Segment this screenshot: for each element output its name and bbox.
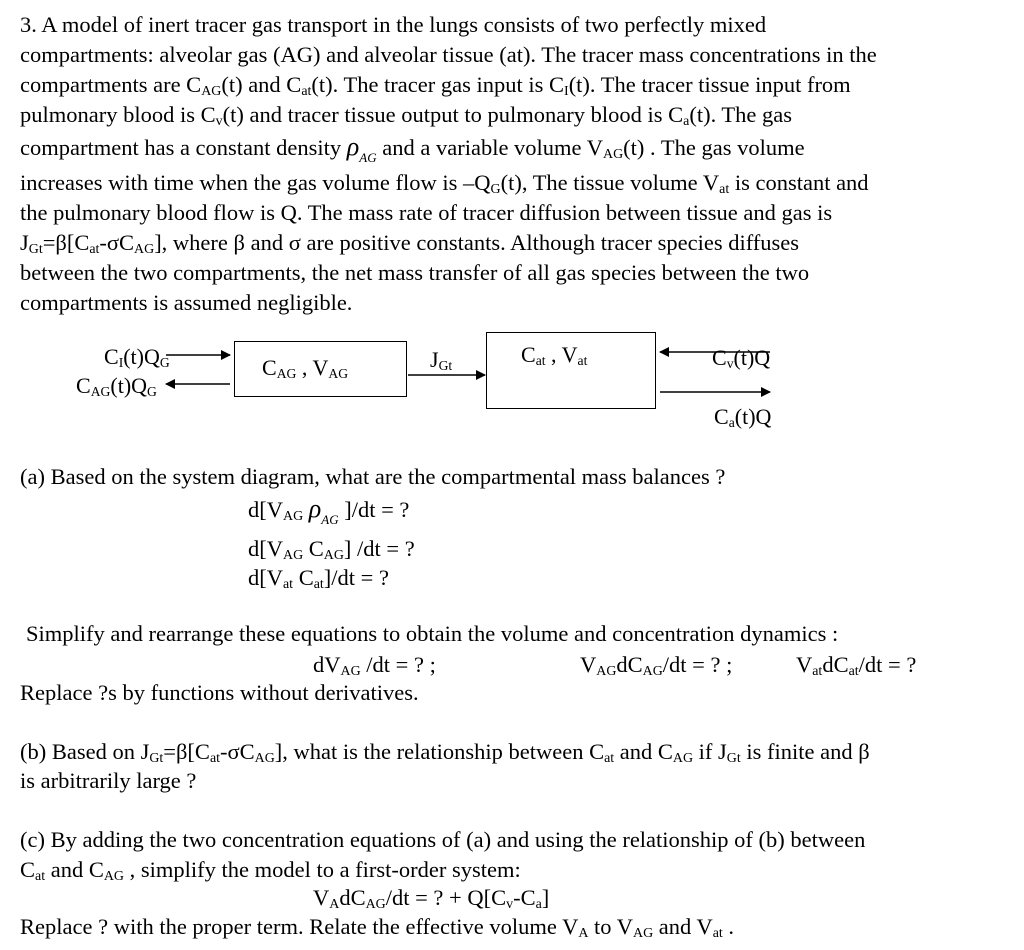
input-flow-label: $C_I(t)Q_G$ [104, 344, 170, 370]
gas-compartment-label: $C_{AG}$ , $V_{AG}$ [262, 355, 349, 381]
mass-balance-eq-2: $d[V_{AG}$ $C_{AG}$] /dt = ? [248, 536, 415, 564]
part-c-line-1: (c) By adding the two concentration equations of (a) and using the relationship of (b) between [20, 827, 866, 852]
problem-number: 3. [20, 12, 37, 37]
problem-line-2: compartments: alveolar gas (AG) and alveolar tissue (at). The tracer mass concentrations in the [20, 42, 877, 67]
part-c-line-4: Replace ? with the proper term. Relate the effective volume $V_A$ to $V_{AG}$ and $V_{at}$ . [20, 914, 735, 942]
part-b-line-2: is arbitrarily large ? [20, 768, 197, 793]
output-flow-label: $C_{AG}(t)Q_G$ [76, 373, 157, 399]
first-order-system-eq: $V_AdC_{AG}/dt$ = ? + $Q[C_v-C_a]$ [313, 885, 550, 913]
mass-balance-eq-3: $d[V_{at}$ $C_{at}]/dt$ = ? [248, 565, 389, 593]
mass-balance-eq-1: $d[V_{AG}$ $\rho_{AG}$ ]/dt = ? [248, 494, 410, 528]
tissue-concentration-dynamics-eq: $V_{at}dC_{at}/dt$ = ? [796, 652, 917, 680]
problem-line-4: pulmonary blood is $C_v(t)$ and tracer tissue output to pulmonary blood is $C_a(t)$. The gas [20, 102, 793, 130]
jgt-label: $J_{Gt}$ [430, 347, 453, 373]
simplify-instruction: Simplify and rearrange these equations to obtain the volume and concentration dynamics : [26, 621, 839, 646]
volume-dynamics-eq: $dV_{AG}$ /dt = ? ; [313, 652, 436, 680]
problem-line-9: between the two compartments, the net mass transfer of all gas species between the two [20, 260, 810, 285]
part-a-question: (a) Based on the system diagram, what are the compartmental mass balances ? [20, 464, 726, 489]
rho-symbol: ρ [346, 132, 360, 161]
problem-line-8: $J_{Gt}=\beta[C_{at}-\sigma C_{AG}]$, where β and σ are positive constants. Although tracer species diffuses [20, 230, 800, 258]
replace-instruction: Replace ?s by functions without derivatives. [20, 680, 419, 705]
tissue-compartment-label: $C_{at}$ , $V_{at}$ [521, 342, 588, 368]
problem-line-6: increases with time when the gas volume flow is $-Q_G(t)$, The tissue volume $V_{at}$ is constant and [20, 170, 869, 198]
problem-line-3: compartments are $C_{AG}(t)$ and $C_{at}(t)$. The tracer gas input is $C_I(t)$. The tracer tissue input from [20, 72, 851, 100]
gas-concentration-dynamics-eq: $V_{AG}dC_{AG}/dt$ = ? ; [580, 652, 733, 680]
problem-line-1: 3. A model of inert tracer gas transport in the lungs consists of two perfectly mixed [20, 12, 767, 37]
problem-line-5: compartment has a constant density $\rho_{AG}$ and a variable volume $V_{AG}(t)$ . The gas volume [20, 132, 805, 166]
arterial-output-label: $C_a(t)Q$ [714, 404, 772, 430]
venous-input-label: $C_v(t)Q$ [712, 345, 771, 371]
problem-line-10: compartments is assumed negligible. [20, 290, 353, 315]
part-c-line-2: $C_{at}$ and $C_{AG}$ , simplify the model to a first-order system: [20, 857, 521, 885]
part-b-line-1: (b) Based on $J_{Gt}=\beta[C_{at}-\sigma C_{AG}]$, what is the relationship between $C_{at}$ and $C_{AG}$ if $J_{Gt}$ is finite and β [20, 739, 870, 767]
problem-line-7: the pulmonary blood flow is Q. The mass rate of tracer diffusion between tissue and gas is [20, 200, 833, 225]
